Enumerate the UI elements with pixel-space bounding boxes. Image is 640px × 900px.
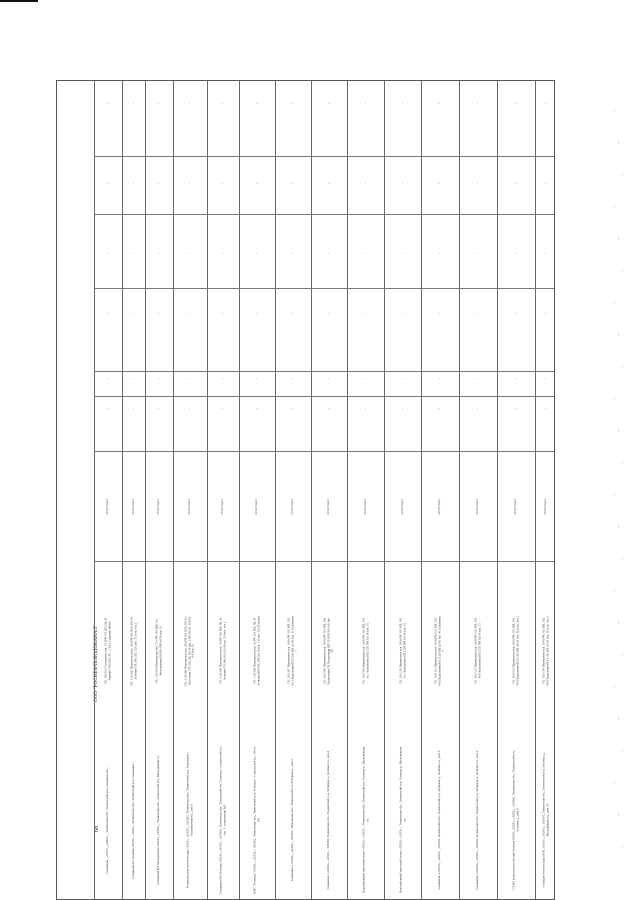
empty-cell-dash: -	[130, 377, 136, 380]
table-row	[536, 453, 555, 561]
empty-cell-dash: -	[105, 252, 111, 255]
scan-noise	[618, 622, 619, 623]
table-row	[312, 563, 346, 739]
table-left-margin-column	[57, 81, 94, 899]
scan-noise	[614, 782, 615, 783]
object-name: Установка для очистки воды «ХХХ»_«ХХХ»_ 625061, Тюменская обл., Тюменский р-н, Горьковка с. Пограничная ул., дом 6	[185, 751, 193, 889]
empty-cell-dash: -	[187, 377, 193, 380]
status-value: отсутствует	[437, 499, 442, 515]
empty-cell-dash: -	[542, 377, 548, 380]
empty-cell-dash: -	[290, 377, 296, 380]
scan-noise	[618, 238, 619, 239]
table-row	[174, 741, 206, 899]
status-value: отсутствует	[290, 499, 295, 515]
equipment-spec: ГК. 110/113 Перемычки (кв. 104 (РЧ 101 ВП, 10) РП Подъемная ВП 2120 ВП 0,6 Ф (кв. 6) (стр. тех.)	[511, 616, 519, 686]
equipment-spec: ГК. 110/104 Перемычки (кв. 28 (РЧ 101 ВП, 20) Ул. Песочная ГП 336, 00, 0,6 Ф (кв. 3 ВП 00 Ф, 10 ВП 0,6 (кв. 4)	[183, 616, 195, 686]
table-column-divider	[94, 396, 554, 397]
empty-cell-dash: -	[542, 312, 548, 315]
empty-cell-dash: -	[326, 102, 332, 105]
object-name: Водозаборный насосный пункт «ХХХ»_«ХХХ»_ Тюменская обл., Тюменский р-н, Успенка д., Молодёжная ул.	[397, 747, 406, 893]
object-name: Скважина _«ХХХ»_«ХХХ»_, Тюменская обл., Тюменский р-н, Скважина на ...	[105, 766, 110, 874]
empty-cell-dash: -	[220, 312, 226, 315]
scan-noise	[618, 526, 619, 527]
status-value: отсутствует	[362, 499, 367, 515]
empty-cell-dash: -	[220, 377, 226, 380]
empty-cell-dash: -	[437, 102, 443, 105]
empty-cell-dash: -	[542, 102, 548, 105]
empty-cell-dash: -	[362, 252, 368, 255]
status-value: отсутствует	[326, 499, 331, 515]
empty-cell-dash: -	[220, 407, 226, 410]
scan-top-edge	[0, 0, 640, 5]
empty-cell-dash: -	[254, 252, 260, 255]
empty-cell-dash: -	[513, 312, 519, 315]
data-table	[56, 80, 555, 900]
table-row	[240, 741, 274, 899]
empty-cell-dash: -	[254, 312, 260, 315]
empty-cell-dash: -	[156, 182, 162, 185]
empty-cell-dash: -	[290, 252, 296, 255]
scan-noise	[614, 494, 615, 495]
scan-noise	[618, 718, 619, 719]
scan-noise	[618, 430, 619, 431]
table-row	[95, 453, 121, 561]
status-value: отсутствует	[156, 499, 161, 515]
equipment-spec: ГК. 110/109 Перемычки (кв. 104 (РЧ 101 ВП, 10) Ул. Подъемная ВП 2120 ВП 0,6 Ф (кв. 3)	[360, 617, 369, 685]
table-row	[174, 453, 206, 561]
scan-noise	[622, 366, 623, 367]
empty-cell-dash: -	[362, 407, 368, 410]
equipment-spec: ГК. 110/103 Перемычки (кв. 27 (РЧ 101 ВП) Ул. Молодёжная ВП 00, ВЧ 0,6 Ф (кв. 2)	[154, 618, 162, 684]
equipment-spec: ГК. 110/101 Отопление (кв. 23 (РЧ 131 ВП, 00, В Радиант РП 4,56, РР ...) (Ул. Садовая, 0000)	[103, 617, 111, 685]
empty-cell-dash: -	[437, 182, 443, 185]
scan-noise	[614, 590, 615, 591]
table-row	[460, 453, 496, 561]
page-number-text: 68	[94, 826, 100, 832]
table-row	[422, 741, 458, 899]
empty-cell-dash: -	[437, 312, 443, 315]
table-row	[422, 453, 458, 561]
empty-cell-dash: -	[475, 407, 481, 410]
empty-cell-dash: -	[187, 252, 193, 255]
object-name: Станция очистки воды КНС «ХХХ»_«ХХХ»_ 625501, Тюменская обл., Тюменский р-н, Успенка д., Молодёжная ул., дом 10	[540, 752, 549, 888]
empty-cell-dash: -	[105, 182, 111, 185]
scan-noise	[618, 334, 619, 335]
scan-noise	[622, 846, 623, 847]
equipment-spec: ГК. 110/110 Перемычки (кв. 104 (РЧ 101 ВП, 10) Ул. Подъемная ВП 2120 ВП 0,6 Ф (кв. 4)	[397, 618, 406, 684]
table-row	[95, 563, 121, 739]
empty-cell-dash: -	[326, 377, 332, 380]
status-value: отсутствует	[105, 499, 110, 515]
empty-cell-dash: -	[399, 102, 405, 105]
table-row	[208, 453, 238, 561]
table-row	[240, 453, 274, 561]
empty-cell-dash: -	[130, 252, 136, 255]
table-row	[385, 563, 420, 739]
scan-noise	[622, 558, 623, 559]
scan-noise	[622, 654, 623, 655]
empty-cell-dash: -	[399, 312, 405, 315]
table-row	[348, 741, 383, 899]
empty-cell-dash: -	[105, 407, 111, 410]
empty-cell-dash: -	[156, 252, 162, 255]
table-row	[123, 453, 144, 561]
object-name: Водозаборный насосный пункт «ХХХ»_«ХХХ»_ Тюменская обл., Тюменский р-н, Успенка д., Молодёжная ул.	[360, 747, 369, 893]
empty-cell-dash: -	[105, 102, 111, 105]
table-row	[312, 453, 346, 561]
table-row	[276, 563, 310, 739]
table-row	[276, 741, 310, 899]
table-row	[146, 453, 172, 561]
scan-noise	[618, 814, 619, 815]
empty-cell-dash: -	[187, 312, 193, 315]
scan-noise	[622, 270, 623, 271]
scan-noise	[614, 110, 615, 111]
table-row	[146, 563, 172, 739]
empty-cell-dash: -	[105, 377, 111, 380]
object-name: СТВО водоочистки Лесная Успенка (ХХХ, «ХХХ»_«ХХХ»_ 625501, Тюменская обл., Тюменский р-н, Успенка д., дом 6	[511, 750, 519, 890]
scan-noise	[614, 398, 615, 399]
table-row	[422, 563, 458, 739]
empty-cell-dash: -	[290, 102, 296, 105]
status-value: отсутствует	[475, 499, 480, 515]
empty-cell-dash: -	[254, 102, 260, 105]
equipment-spec: ГК. 110/106 Перемычки (кв. 6 (РЧ 101 ВП, 00, В Успенка ВП 326, ВП 0,6 Ф (кв. 11) (кв. 12) Успенка	[252, 616, 260, 686]
table-row	[348, 453, 383, 561]
empty-cell-dash: -	[326, 252, 332, 255]
table-column-divider	[94, 371, 554, 372]
table-row	[123, 741, 144, 899]
empty-cell-dash: -	[513, 182, 519, 185]
empty-cell-dash: -	[475, 182, 481, 185]
empty-cell-dash: -	[437, 407, 443, 410]
status-value: отсутствует	[187, 499, 192, 515]
empty-cell-dash: -	[475, 312, 481, 315]
scan-noise	[614, 302, 615, 303]
empty-cell-dash: -	[254, 407, 260, 410]
table-row	[276, 453, 310, 561]
table-row	[123, 563, 144, 739]
table-row	[312, 741, 346, 899]
empty-cell-dash: -	[475, 377, 481, 380]
empty-cell-dash: -	[326, 312, 332, 315]
object-name: Скважина №1 Зелёная «ХХХ»_«ХХХ»_ Тюменская обл., Тюменский р-н, Скважина ...	[130, 761, 135, 879]
empty-cell-dash: -	[187, 102, 193, 105]
object-name: Скважина №3 Зелёная «ХХХ»_«ХХХ»_ 625061, Тюменская обл., Тюменский р-н, Успенка с. Строителей ул., стр. 1, сооружение №5	[218, 745, 226, 895]
empty-cell-dash: -	[513, 252, 519, 255]
empty-cell-dash: -	[187, 182, 193, 185]
table-column-divider	[94, 451, 554, 452]
empty-cell-dash: -	[290, 182, 296, 185]
equipment-spec: ГК. 110/112 Перемычки (кв. 104 (РЧ 101 ВП, 10) РП Подъемная ВП 2120 ВП 0,6 Ф (кв. 5)	[473, 618, 481, 684]
table-row	[498, 741, 534, 899]
table-row	[240, 563, 274, 739]
object-name: Скважина №5 Молодёжная «ХХХ»_«ХХХ»_ Тюменская обл., Тюменский р-н, Молодёжная ул.	[156, 755, 161, 885]
empty-cell-dash: -	[156, 312, 162, 315]
table-row	[460, 563, 496, 739]
empty-cell-dash: -	[399, 377, 405, 380]
scan-noise	[618, 142, 619, 143]
empty-cell-dash: -	[130, 182, 136, 185]
table-row	[385, 453, 420, 561]
equipment-spec: ГК. 110/108 Перемычки (кв. 104 (РЧ 101 ВП, 10) Подъемная ГП Подъемная ВП 2120 ВП 0,6 Ф (кв. 28)	[322, 617, 334, 685]
empty-cell-dash: -	[220, 182, 226, 185]
empty-cell-dash: -	[513, 377, 519, 380]
status-value: отсутствует	[542, 499, 547, 515]
empty-cell-dash: -	[437, 252, 443, 255]
table-row	[208, 563, 238, 739]
empty-cell-dash: -	[130, 407, 136, 410]
empty-cell-dash: -	[290, 407, 296, 410]
scan-noise	[622, 174, 623, 175]
object-name: Скважина 4 «ХХХ»_«ХХХ»_ 625501, Тюменская обл., Тюменский р-н, Зубарева д., Зелёная ул., дом 5	[437, 750, 442, 890]
empty-cell-dash: -	[513, 407, 519, 410]
company-name-text: ООО "РОСНЕФТЬ ВОДОКАНАЛ"	[94, 624, 99, 702]
empty-cell-dash: -	[362, 377, 368, 380]
equipment-spec: ГК. 110/114 Перемычки (кв. 104 (РЧ 101 ВП, 10) РП Подъемная ВП 2120 ВП 0,6 Ф (кв. 6) (стр. тех.)	[540, 616, 549, 686]
equipment-spec: ГК. 110/105 Перемычки (кв. 3 (РЧ 101 ВП, 00, В Зелёная ГП 340, 00, 0,6 Ф (кв. 5) (стр. тех.)	[218, 618, 226, 684]
table-row	[348, 563, 383, 739]
empty-cell-dash: -	[362, 102, 368, 105]
table-row	[536, 563, 555, 739]
table-column-divider	[94, 288, 554, 289]
equipment-spec: ГК. 110/107 Перемычки (кв. 100 (РЧ 101 ВП, 10) Ул. Подъемная ВП 2120 ВП 0,6 Ф (кв. 1) Скважина 1	[286, 616, 298, 686]
empty-cell-dash: -	[475, 102, 481, 105]
empty-cell-dash: -	[105, 312, 111, 315]
empty-cell-dash: -	[156, 102, 162, 105]
scan-noise	[614, 686, 615, 687]
empty-cell-dash: -	[156, 407, 162, 410]
empty-cell-dash: -	[542, 252, 548, 255]
table-column-divider	[94, 156, 554, 157]
empty-cell-dash: -	[130, 312, 136, 315]
table-row	[95, 741, 121, 899]
object-name: КНС "Успенка" «ХХХ»_«ХХХ»_ 625061, Тюменская обл., Тюменский р-н, Успенка с. Строителей ул., 19 (ст. 10)	[252, 746, 260, 894]
object-name: Скважина 5 «ХХХ»_«ХХХ»_ 625501, Тюменская обл., Тюменский р-н, Зубарева д., Зелёная ул., дом 6	[475, 750, 480, 890]
empty-cell-dash: -	[399, 182, 405, 185]
equipment-spec: ГК. 110/102 Перемычки (кв. 24 (РЧ 101 ВП, 00) Ул. Зелёная ГП 386, 00, 1/26 (кв. 7) (стр. тех.)	[128, 616, 137, 686]
scan-noise	[622, 750, 623, 751]
empty-cell-dash: -	[475, 252, 481, 255]
object-name: Скважина 1 «ХХХ»_«ХХХ»_ 625501, Тюменская обл., Тюменский р-н, Зубарева д., дом 2	[290, 759, 295, 881]
empty-cell-dash: -	[290, 312, 296, 315]
scan-noise	[622, 462, 623, 463]
empty-cell-dash: -	[362, 182, 368, 185]
empty-cell-dash: -	[437, 377, 443, 380]
table-row	[498, 453, 534, 561]
status-value: отсутствует	[399, 499, 404, 515]
empty-cell-dash: -	[254, 182, 260, 185]
empty-cell-dash: -	[326, 182, 332, 185]
table-row	[146, 741, 172, 899]
object-name: Скважина 2 «ХХХ»_«ХХХ»_ 625501, Тюменская обл., Тюменский р-н, Зубарева д., Зелёная ул., дом 4	[326, 750, 331, 890]
empty-cell-dash: -	[156, 377, 162, 380]
status-value: отсутствует	[254, 499, 259, 515]
empty-cell-dash: -	[130, 102, 136, 105]
table-column-divider	[94, 561, 554, 562]
empty-cell-dash: -	[220, 102, 226, 105]
table-row	[498, 563, 534, 739]
table-row	[536, 741, 555, 899]
empty-cell-dash: -	[399, 252, 405, 255]
equipment-spec: ГК. 110/111 Перемычки (кв. 104 (РЧ 101 ВП, 10) РП Подъемная ВП 2120 ВП 0,6 Ф (кв. 4) Скважина 4	[433, 616, 445, 686]
scan-noise	[614, 206, 615, 207]
table-column-divider	[94, 214, 554, 215]
empty-cell-dash: -	[362, 312, 368, 315]
empty-cell-dash: -	[399, 407, 405, 410]
table-row	[174, 563, 206, 739]
empty-cell-dash: -	[326, 407, 332, 410]
scan-mark	[0, 0, 38, 2]
empty-cell-dash: -	[542, 407, 548, 410]
empty-cell-dash: -	[254, 377, 260, 380]
status-value: отсутствует	[220, 499, 225, 515]
table-row	[385, 741, 420, 899]
empty-cell-dash: -	[513, 102, 519, 105]
empty-cell-dash: -	[220, 252, 226, 255]
table-row	[208, 741, 238, 899]
table-row	[460, 741, 496, 899]
status-value: отсутствует	[130, 499, 135, 515]
status-value: отсутствует	[513, 499, 518, 515]
empty-cell-dash: -	[542, 182, 548, 185]
empty-cell-dash: -	[187, 407, 193, 410]
